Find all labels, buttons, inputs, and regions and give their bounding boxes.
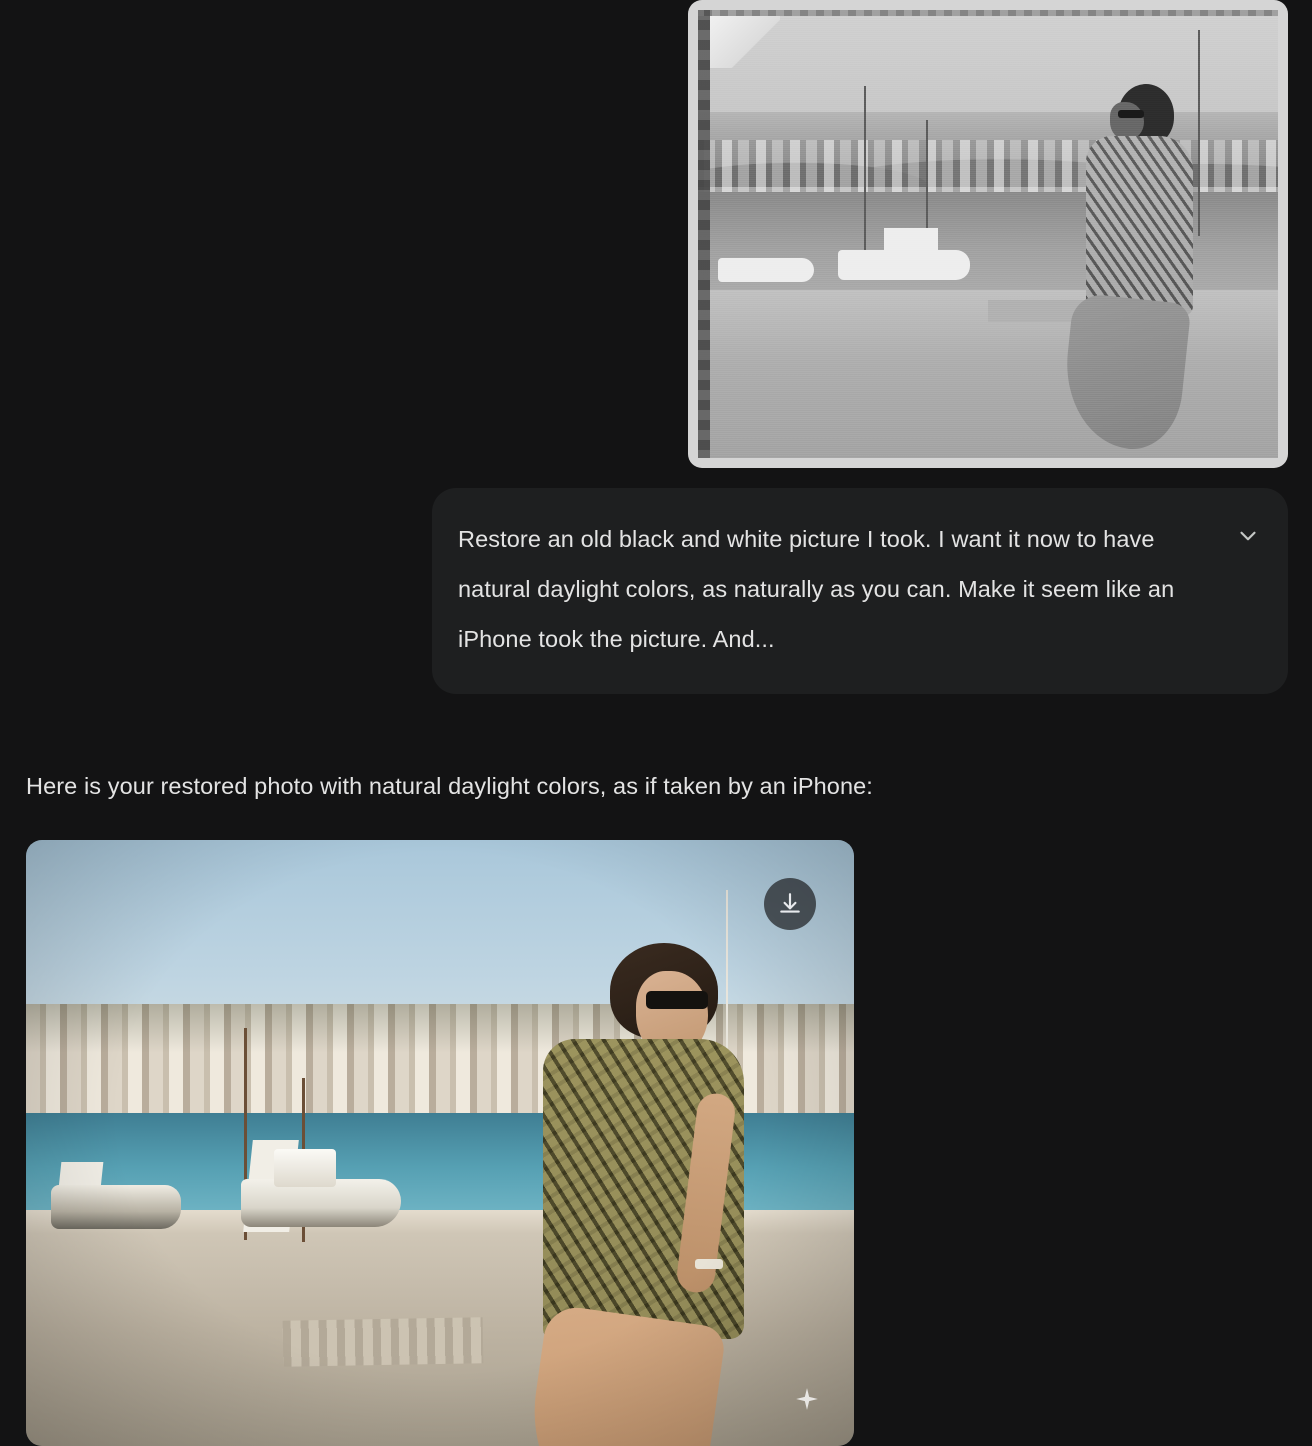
sparkle-icon xyxy=(794,1386,820,1412)
model-response-text: Here is your restored photo with natural daylight colors, as if taken by an iPhone: xyxy=(26,773,873,799)
black-and-white-photo xyxy=(688,0,1288,468)
result-vignette xyxy=(26,840,854,1446)
photo-grain xyxy=(688,0,1288,468)
photo-edge-left xyxy=(688,0,710,468)
photo-edge-top xyxy=(688,0,1288,16)
restored-color-photo xyxy=(26,840,854,1446)
user-prompt-text: Restore an old black and white picture I took. I want it now to have natural daylight colors, as naturally as you can. Make it seem like an iPhone took the picture. And... xyxy=(458,526,1175,652)
chevron-down-icon[interactable] xyxy=(1230,518,1266,554)
download-icon[interactable] xyxy=(764,878,816,930)
user-attachment-image[interactable] xyxy=(688,0,1288,468)
photo-peeled-corner xyxy=(710,16,780,68)
generated-image[interactable] xyxy=(26,840,854,1446)
user-prompt-bubble xyxy=(432,488,1288,694)
